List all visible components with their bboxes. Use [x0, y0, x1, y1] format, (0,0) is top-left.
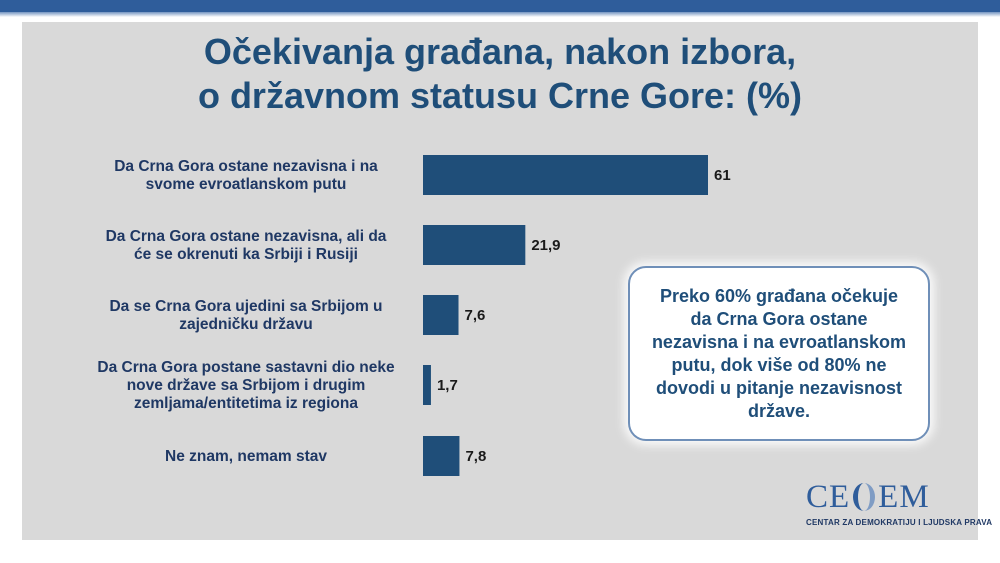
category-label-1-line-0: Da Crna Gora ostane nezavisna, ali da: [105, 228, 387, 245]
logo-subtitle: CENTAR ZA DEMOKRATIJU I LJUDSKA PRAVA: [806, 518, 993, 527]
category-label-2-line-0: Da se Crna Gora ujedini sa Srbijom u: [109, 298, 383, 315]
bar-0: [423, 155, 708, 195]
value-label-0: 61: [714, 167, 731, 184]
value-label-2: 7,6: [464, 307, 486, 324]
bar-1: [423, 225, 525, 265]
category-label-1-line-1: će se okrenuti ka Srbiji i Rusiji: [134, 246, 358, 263]
category-label-3-line-0: Da Crna Gora postane sastavni dio neke: [97, 359, 395, 376]
bar-4: [423, 436, 459, 476]
value-label-4: 7,8: [465, 448, 487, 465]
logo-text-right: EM: [878, 478, 930, 515]
category-label-2-line-1: zajedničku državu: [179, 316, 313, 333]
title-line-2: o državnom statusu Crne Gore: (%): [197, 75, 803, 116]
cedem-logo: [806, 478, 993, 533]
callout-box: [628, 266, 930, 441]
value-label-1: 21,9: [531, 237, 561, 254]
title-line-1: Očekivanja građana, nakon izbora,: [203, 31, 797, 72]
logo-wordmark: [806, 478, 966, 516]
logo-text-left: CE: [806, 478, 851, 515]
category-label-3-line-2: zemljama/entitetima iz regiona: [134, 395, 358, 412]
bar-3: [423, 365, 431, 405]
category-label-0-line-0: Da Crna Gora ostane nezavisna i na: [114, 158, 378, 175]
callout-text: Preko 60% građana očekuje da Crna Gora ostane nezavisna i na evroatlanskom putu, dok više od 80% ne dovodi u pitanje nezavisnost države.: [651, 285, 907, 421]
category-label-3-line-1: nove države sa Srbijom i drugim: [126, 377, 366, 394]
value-label-3: 1,7: [436, 377, 458, 394]
category-label-4-line-0: Ne znam, nemam stav: [165, 448, 327, 465]
logo-emblem-icon: [852, 482, 876, 512]
bar-2: [423, 295, 459, 335]
category-label-0-line-1: svome evroatlanskom putu: [145, 176, 347, 193]
